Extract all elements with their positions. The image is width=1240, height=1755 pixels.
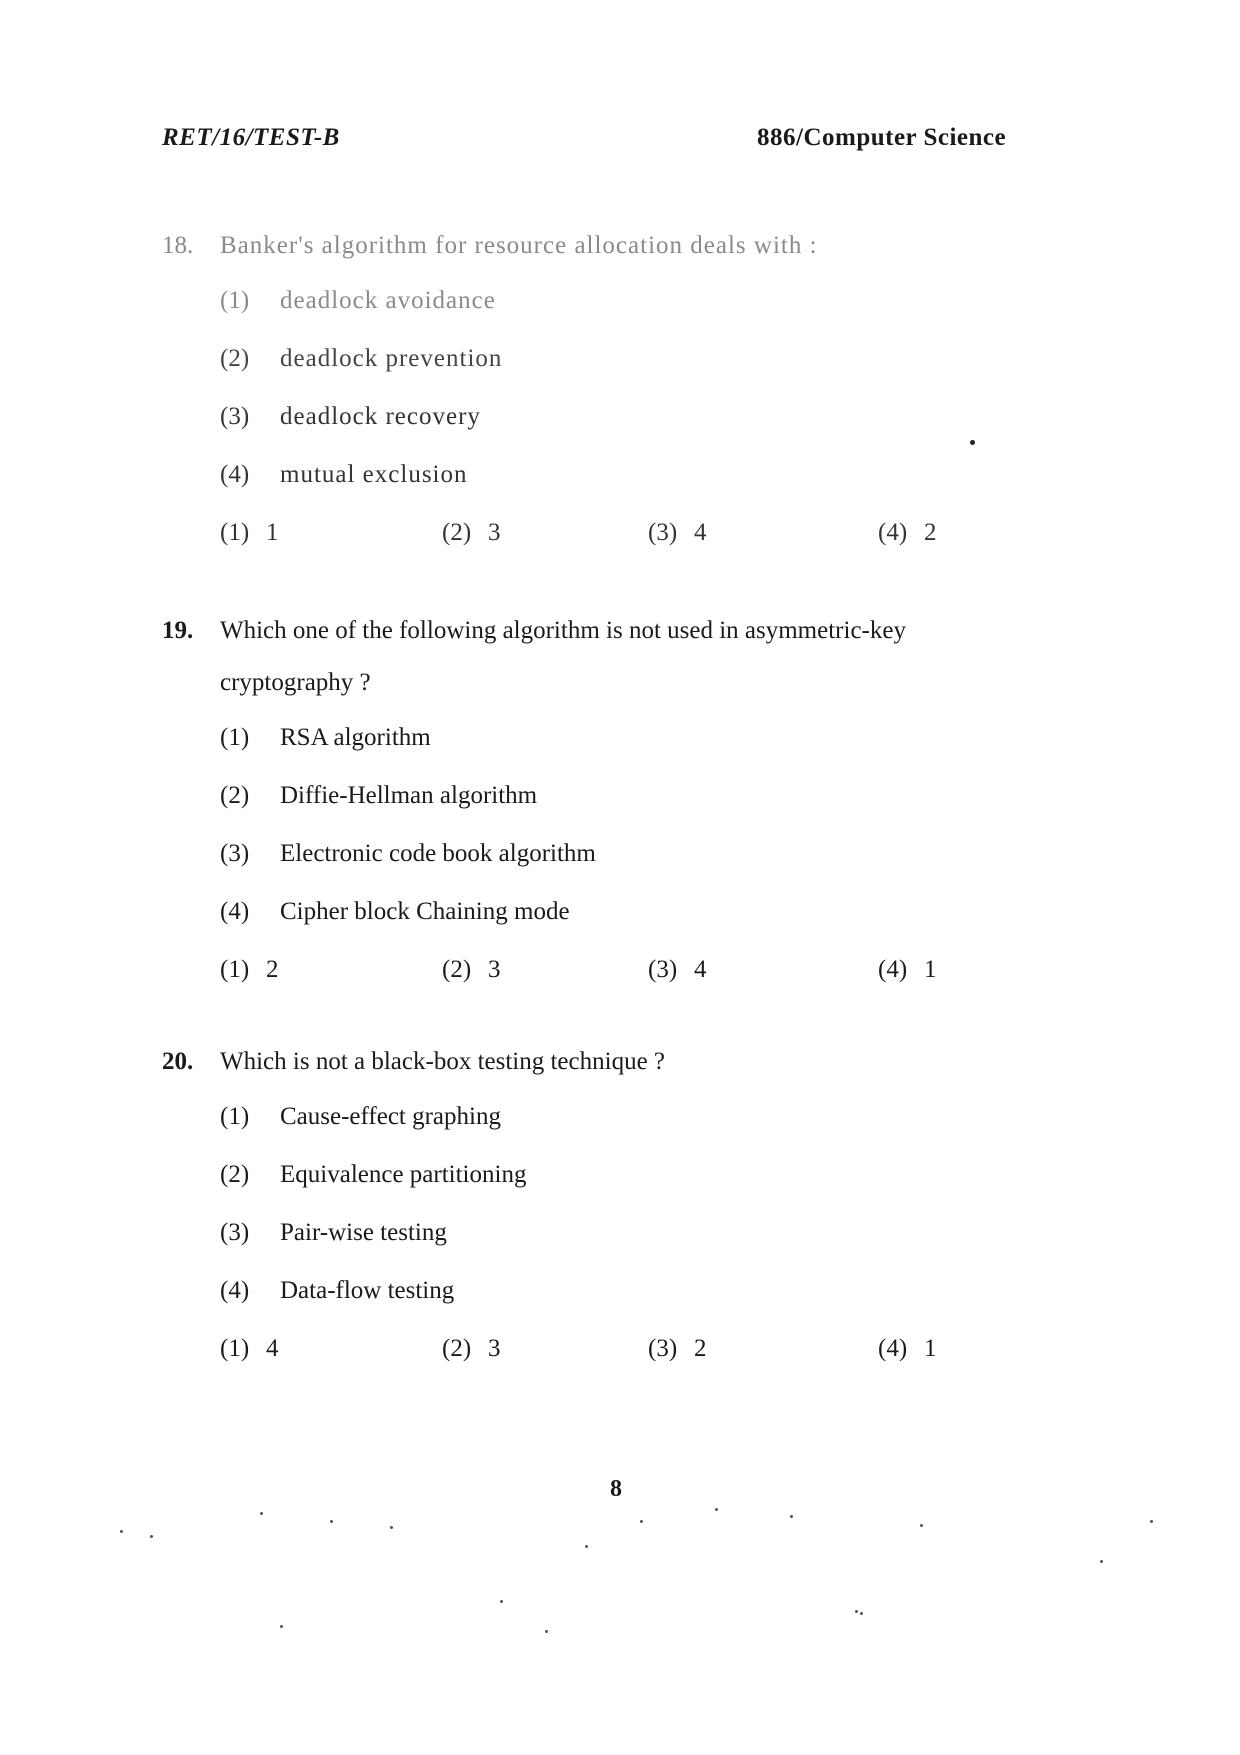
- option-text: RSA algorithm: [280, 724, 431, 751]
- answer-choice: (4) 1: [878, 1335, 937, 1362]
- option-number: (2): [220, 345, 250, 372]
- scan-speck: [1150, 1520, 1153, 1523]
- answer-choices: [162, 1320, 1082, 1378]
- option: [162, 1262, 1082, 1320]
- question-18: [162, 220, 1082, 562]
- answer-choices: [162, 941, 1082, 999]
- question-text: Which is not a black-box testing technique ?: [220, 1048, 666, 1075]
- option: [162, 767, 1082, 825]
- exam-code-header: RET/16/TEST-B: [162, 124, 340, 151]
- option: [162, 388, 1082, 446]
- answer-choice: (3) 4: [648, 956, 707, 983]
- option-number: (1): [220, 724, 250, 751]
- question-20: [162, 1036, 1082, 1378]
- scan-speck: [640, 1520, 643, 1523]
- answer-choice: (4) 1: [878, 956, 937, 983]
- answer-choice: (2) 3: [442, 519, 501, 546]
- scan-speck: [715, 1508, 718, 1511]
- option-text: deadlock avoidance: [280, 287, 496, 314]
- option-text: Cause-effect graphing: [280, 1103, 501, 1130]
- option-number: (3): [220, 1219, 250, 1246]
- scan-speck: [860, 1612, 863, 1615]
- option-text: deadlock prevention: [280, 345, 503, 372]
- option-text: Data-flow testing: [280, 1277, 455, 1304]
- option-number: (4): [220, 1277, 250, 1304]
- option-number: (1): [220, 1103, 250, 1130]
- question-number: 19.: [162, 617, 194, 644]
- scan-speck: [260, 1512, 263, 1515]
- option: [162, 825, 1082, 883]
- scan-speck: [545, 1630, 548, 1633]
- option-number: (2): [220, 1161, 250, 1188]
- option-number: (4): [220, 898, 250, 925]
- answer-choice: (1) 1: [220, 519, 279, 546]
- option-text: mutual exclusion: [280, 461, 468, 488]
- scan-speck: [280, 1625, 283, 1628]
- answer-choice: (1) 4: [220, 1335, 279, 1362]
- question-19: [162, 605, 1082, 999]
- option: [162, 1146, 1082, 1204]
- answer-choice: (3) 4: [648, 519, 707, 546]
- option-number: (3): [220, 403, 250, 430]
- option-text: Diffie-Hellman algorithm: [280, 782, 538, 809]
- answer-choice: (4) 2: [878, 519, 937, 546]
- scan-speck: [500, 1600, 503, 1603]
- question-number: 18.: [162, 232, 194, 259]
- scan-speck: [330, 1520, 333, 1523]
- answer-choice: (2) 3: [442, 956, 501, 983]
- scan-speck: [390, 1526, 393, 1529]
- scan-speck: [120, 1530, 123, 1533]
- scan-speck: [1100, 1560, 1103, 1563]
- scan-speck: [150, 1535, 153, 1538]
- subject-header: 886/Computer Science: [757, 124, 1007, 151]
- option-text: Pair-wise testing: [280, 1219, 447, 1246]
- scan-speck: [790, 1515, 793, 1518]
- option: [162, 883, 1082, 941]
- option-number: (4): [220, 461, 250, 488]
- option: [162, 1204, 1082, 1262]
- option-text: deadlock recovery: [280, 403, 481, 430]
- answer-choice: (3) 2: [648, 1335, 707, 1362]
- option: [162, 446, 1082, 504]
- scan-speck: [920, 1524, 923, 1527]
- option-text: Cipher block Chaining mode: [280, 898, 570, 925]
- scan-speck: [970, 440, 975, 445]
- option-text: Equivalence partitioning: [280, 1161, 527, 1188]
- page-number: 8: [610, 1476, 622, 1502]
- question-number: 20.: [162, 1048, 194, 1075]
- answer-choices: [162, 504, 1082, 562]
- answer-choice: (1) 2: [220, 956, 279, 983]
- answer-choice: (2) 3: [442, 1335, 501, 1362]
- option-number: (3): [220, 840, 250, 867]
- scan-speck: [855, 1610, 858, 1613]
- option-text: Electronic code book algorithm: [280, 840, 596, 867]
- question-text: Banker's algorithm for resource allocation deals with :: [220, 232, 818, 259]
- question-text-continued: cryptography ?: [220, 669, 371, 696]
- option: [162, 1088, 1082, 1146]
- option-number: (1): [220, 287, 250, 314]
- option: [162, 709, 1082, 767]
- option: [162, 330, 1082, 388]
- scan-speck: [585, 1545, 588, 1548]
- question-text: Which one of the following algorithm is not used in asymmetric-key: [220, 617, 906, 644]
- option: [162, 272, 1082, 330]
- option-number: (2): [220, 782, 250, 809]
